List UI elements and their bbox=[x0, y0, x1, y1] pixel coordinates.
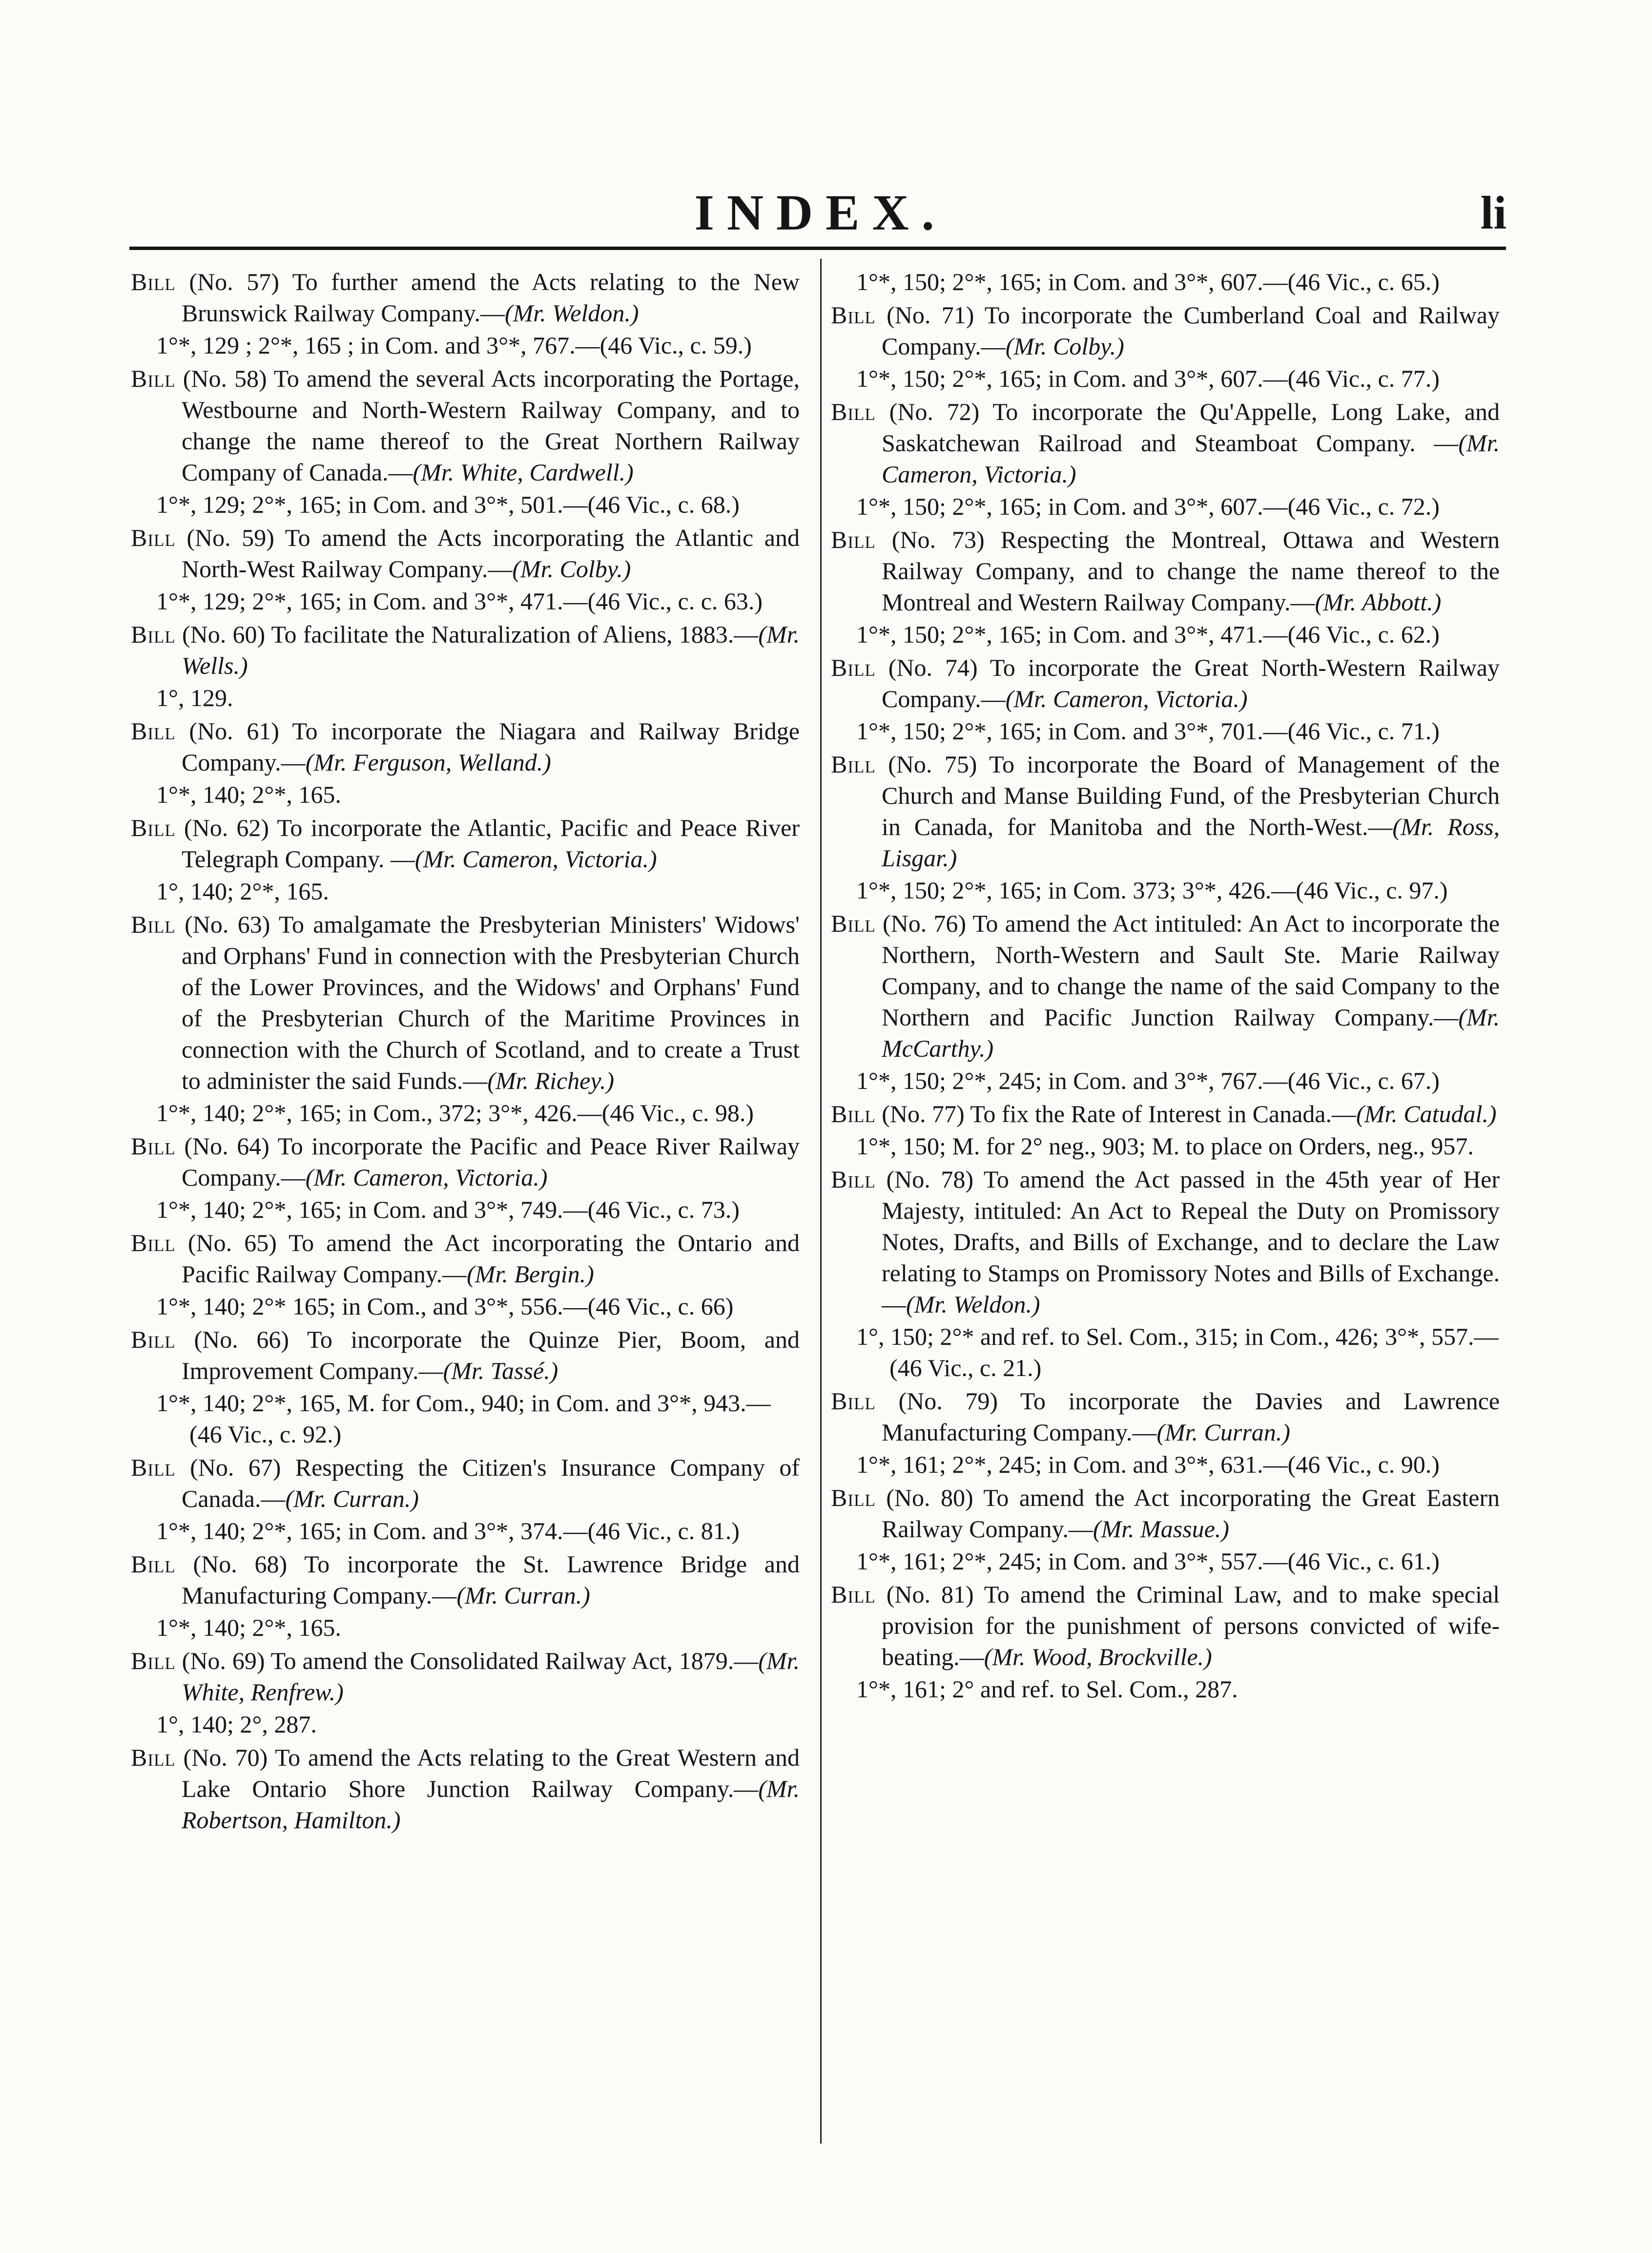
bill-sponsor: (Mr. White, Renfrew.) bbox=[182, 1647, 800, 1706]
bill-number: (No. 65) bbox=[187, 1229, 277, 1256]
bill-proceedings: 1°*, 140; 2°*, 165. bbox=[156, 781, 341, 808]
right-column bbox=[831, 266, 1500, 1707]
bill-number: (No. 61) bbox=[189, 717, 279, 745]
bill-title: To amend the Act passed in the 45th year of Her Majesty, intituled: An Act to Repeal the Duty on Promissory Notes, Drafts, and Bills of Exchange, and to declare the Law relating to Stamps on Promissory Notes and Bills of Exchange.— bbox=[882, 1166, 1500, 1318]
entry-label: Bill bbox=[131, 911, 176, 938]
bill-title: To amend the Act incorporating the Ontario and Pacific Railway Company.— bbox=[182, 1229, 800, 1288]
bill-proceedings: 1°*, 150; 2°*, 165; in Com. and 3°*, 607.—(46 Vic., c. 77.) bbox=[856, 365, 1440, 392]
entry-heading bbox=[131, 266, 800, 329]
bill-title: To incorporate the Qu'Appelle, Long Lake, and Saskatchewan Railroad and Steamboat Company. — bbox=[882, 398, 1500, 457]
bill-sponsor: (Mr. Ross, Lisgar.) bbox=[882, 813, 1500, 872]
bill-title: To incorporate the Atlantic, Pacific and Peace River Telegraph Company. — bbox=[182, 814, 800, 873]
entry-label: Bill bbox=[831, 398, 876, 425]
bill-sponsor: (Mr. Wood, Brockville.) bbox=[984, 1643, 1212, 1670]
bill-sponsor: (Mr. Richey.) bbox=[487, 1067, 614, 1094]
index-entry bbox=[831, 1385, 1500, 1480]
entry-heading bbox=[831, 1579, 1500, 1672]
index-entry bbox=[131, 1548, 800, 1643]
bill-proceedings: 1°*, 140; 2°* 165; in Com., and 3°*, 556.—(46 Vic., c. 66) bbox=[156, 1293, 734, 1320]
bill-number: (No. 78) bbox=[886, 1166, 974, 1193]
entry-heading bbox=[831, 1385, 1500, 1448]
entry-label: Bill bbox=[831, 1387, 876, 1415]
entry-label: Bill bbox=[131, 814, 176, 841]
bill-title: To incorporate the Quinze Pier, Boom, and Improvement Company.— bbox=[182, 1326, 800, 1384]
entry-label: Bill bbox=[131, 621, 176, 648]
header-rule bbox=[129, 247, 1506, 250]
index-entry bbox=[131, 1742, 800, 1836]
entry-heading bbox=[831, 299, 1500, 362]
index-entry bbox=[831, 652, 1500, 747]
entry-continuation: 1°*, 150; 2°*, 165; in Com. and 3°*, 607.—(46 Vic., c. 65.) bbox=[856, 268, 1440, 295]
entry-label: Bill bbox=[831, 526, 876, 553]
bill-number: (No. 74) bbox=[888, 654, 978, 681]
index-entry bbox=[831, 908, 1500, 1096]
entry-label: Bill bbox=[131, 1132, 176, 1160]
index-entry bbox=[131, 1227, 800, 1322]
bill-sponsor: (Mr. Curran.) bbox=[456, 1582, 590, 1609]
page-number: li bbox=[1480, 187, 1507, 239]
entry-label: Bill bbox=[831, 751, 876, 778]
bill-title: To incorporate the Great North-Western Railway Company.— bbox=[882, 654, 1500, 712]
bill-title: To amend the Acts relating to the Great Western and Lake Ontario Shore Junction Railway Company.— bbox=[182, 1744, 800, 1802]
entry-heading bbox=[831, 1482, 1500, 1544]
bill-proceedings: 1°*, 150; 2°*, 165; in Com. and 3°*, 471.—(46 Vic., c. 62.) bbox=[856, 621, 1440, 648]
entry-label: Bill bbox=[131, 1647, 176, 1674]
bill-number: (No. 69) bbox=[182, 1647, 265, 1674]
bill-number: (No. 57) bbox=[189, 268, 279, 295]
bill-number: (No. 68) bbox=[193, 1550, 288, 1578]
bill-sponsor: (Mr. Wells.) bbox=[182, 621, 800, 679]
index-entry bbox=[831, 1579, 1500, 1705]
bill-title: To further amend the Acts relating to the New Brunswick Railway Company.— bbox=[182, 268, 800, 327]
entry-heading bbox=[131, 522, 800, 584]
entry-heading bbox=[131, 1645, 800, 1708]
bill-sponsor: (Mr. McCarthy.) bbox=[882, 1003, 1500, 1062]
entry-label: Bill bbox=[831, 1100, 876, 1127]
index-entry bbox=[131, 1130, 800, 1225]
bill-proceedings: 1°*, 150; M. for 2° neg., 903; M. to place on Orders, neg., 957. bbox=[856, 1132, 1474, 1160]
entry-heading bbox=[131, 1548, 800, 1611]
bill-sponsor: (Mr. Weldon.) bbox=[906, 1291, 1040, 1318]
bill-title: To incorporate the Pacific and Peace River Railway Company.— bbox=[182, 1132, 800, 1191]
entry-heading bbox=[131, 1452, 800, 1514]
index-entry bbox=[131, 1645, 800, 1740]
index-entry bbox=[131, 715, 800, 810]
bill-proceedings: 1°*, 161; 2° and ref. to Sel. Com., 287. bbox=[856, 1675, 1238, 1703]
left-column bbox=[131, 266, 800, 1837]
bill-sponsor: (Mr. Curran.) bbox=[285, 1485, 419, 1512]
bill-number: (No. 62) bbox=[184, 814, 269, 841]
bill-sponsor: (Mr. Massue.) bbox=[1093, 1515, 1229, 1543]
bill-sponsor: (Mr. Colby.) bbox=[1005, 333, 1124, 360]
entry-heading bbox=[831, 524, 1500, 618]
bill-sponsor: (Mr. Catudal.) bbox=[1356, 1100, 1497, 1127]
index-entry bbox=[131, 1324, 800, 1450]
bill-number: (No. 75) bbox=[888, 751, 977, 778]
bill-title: Respecting the Citizen's Insurance Company of Canada.— bbox=[182, 1454, 800, 1512]
entry-heading bbox=[131, 715, 800, 778]
bill-proceedings: 1°, 150; 2°* and ref. to Sel. Com., 315; in Com., 426; 3°*, 557.—(46 Vic., c. 21.) bbox=[856, 1323, 1499, 1381]
entry-heading bbox=[131, 1227, 800, 1290]
bill-proceedings: 1°*, 140; 2°*, 165, M. for Com., 940; in Com. and 3°*, 943.—(46 Vic., c. 92.) bbox=[156, 1389, 771, 1448]
entry-label: Bill bbox=[831, 1166, 876, 1193]
bill-proceedings: 1°*, 150; 2°*, 165; in Com. and 3°*, 607.—(46 Vic., c. 72.) bbox=[856, 493, 1440, 520]
bill-number: (No. 59) bbox=[186, 524, 274, 551]
bill-title: To incorporate the Cumberland Coal and Railway Company.— bbox=[882, 301, 1500, 360]
bill-proceedings: 1°*, 150; 2°*, 165; in Com. and 3°*, 701.—(46 Vic., c. 71.) bbox=[856, 717, 1440, 745]
bill-sponsor: (Mr. Colby.) bbox=[512, 555, 631, 583]
bill-number: (No. 60) bbox=[182, 621, 266, 648]
bill-sponsor: (Mr. Ferguson, Welland.) bbox=[305, 749, 551, 776]
bill-sponsor: (Mr. Bergin.) bbox=[467, 1260, 594, 1288]
index-entry bbox=[831, 749, 1500, 906]
bill-title: To amalgamate the Presbyterian Ministers' Widows' and Orphans' Fund in connection with the Presbyterian Church of the Lower Provinces, and the Widows' and Orphans' Fund of the Presbyterian Church of the Maritime Provinces in connection with the Church of Scotland, and to create a Trust to administer the said Funds.— bbox=[182, 911, 800, 1094]
bill-number: (No. 66) bbox=[194, 1326, 289, 1353]
bill-title: To facilitate the Naturalization of Aliens, 1883.— bbox=[271, 621, 759, 648]
bill-sponsor: (Mr. Weldon.) bbox=[504, 299, 639, 327]
bill-proceedings: 1°*, 140; 2°*, 165. bbox=[156, 1614, 341, 1641]
bill-proceedings: 1°*, 129; 2°*, 165; in Com. and 3°*, 501.—(46 Vic., c. 68.) bbox=[156, 491, 740, 518]
bill-number: (No. 64) bbox=[184, 1132, 269, 1160]
bill-number: (No. 63) bbox=[185, 911, 270, 938]
bill-title: To amend the Criminal Law, and to make special provision for the punishment of persons convicted of wife-beating.— bbox=[882, 1581, 1500, 1670]
index-entry bbox=[131, 363, 800, 520]
bill-sponsor: (Mr. Cameron, Victoria.) bbox=[882, 429, 1500, 488]
entry-label: Bill bbox=[131, 1454, 176, 1481]
column-divider bbox=[820, 259, 822, 2144]
bill-number: (No. 76) bbox=[882, 910, 967, 937]
bill-proceedings: 1°, 129. bbox=[156, 684, 233, 711]
entry-label: Bill bbox=[131, 717, 176, 745]
bill-number: (No. 71) bbox=[887, 301, 974, 329]
entry-label: Bill bbox=[131, 268, 176, 295]
page-title: INDEX. bbox=[694, 185, 947, 241]
bill-number: (No. 67) bbox=[190, 1454, 281, 1481]
index-entry bbox=[131, 812, 800, 907]
bill-proceedings: 1°*, 161; 2°*, 245; in Com. and 3°*, 631.—(46 Vic., c. 90.) bbox=[856, 1451, 1440, 1478]
bill-sponsor: (Mr. Cameron, Victoria.) bbox=[305, 1164, 548, 1191]
bill-number: (No. 58) bbox=[183, 365, 267, 392]
entry-heading bbox=[131, 619, 800, 681]
entry-heading bbox=[831, 652, 1500, 714]
bill-title: To incorporate the Niagara and Railway Bridge Company.— bbox=[182, 717, 800, 776]
bill-number: (No. 77) bbox=[882, 1100, 965, 1127]
bill-number: (No. 79) bbox=[898, 1387, 998, 1415]
bill-number: (No. 80) bbox=[886, 1484, 973, 1511]
index-entry bbox=[131, 522, 800, 617]
bill-title: To amend the several Acts incorporating the Portage, Westbourne and North-Western Railway Company, and to change the name thereof to the Great Northern Railway Company of Canada.— bbox=[182, 365, 800, 486]
page-header bbox=[135, 171, 1507, 254]
index-entry bbox=[831, 396, 1500, 522]
index-entry bbox=[131, 619, 800, 713]
bill-sponsor: (Mr. Curran.) bbox=[1156, 1419, 1290, 1446]
bill-title: To incorporate the Board of Management of the Church and Manse Building Fund, of the Presbyterian Church in Canada, for Manitoba and the North-West.— bbox=[882, 751, 1500, 840]
bill-sponsor: (Mr. Tassé.) bbox=[443, 1357, 558, 1384]
index-entry bbox=[131, 909, 800, 1128]
entry-heading bbox=[131, 909, 800, 1096]
index-entry bbox=[831, 299, 1500, 394]
index-entry bbox=[131, 266, 800, 361]
bill-number: (No. 73) bbox=[891, 526, 985, 553]
entry-label: Bill bbox=[131, 365, 176, 392]
bill-sponsor: (Mr. Abbott.) bbox=[1315, 588, 1442, 616]
bill-proceedings: 1°*, 140; 2°*, 165; in Com. and 3°*, 374.—(46 Vic., c. 81.) bbox=[156, 1517, 740, 1544]
bill-proceedings: 1°*, 150; 2°*, 165; in Com. 373; 3°*, 426.—(46 Vic., c. 97.) bbox=[856, 876, 1448, 904]
index-entry bbox=[831, 524, 1500, 650]
bill-title: To fix the Rate of Interest in Canada.— bbox=[970, 1100, 1356, 1127]
entry-label: Bill bbox=[831, 1581, 876, 1608]
bill-proceedings: 1°*, 140; 2°*, 165; in Com., 372; 3°*, 426.—(46 Vic., c. 98.) bbox=[156, 1099, 754, 1126]
bill-title: To amend the Consolidated Railway Act, 1879.— bbox=[270, 1647, 759, 1674]
bill-sponsor: (Mr. Cameron, Victoria.) bbox=[414, 845, 657, 873]
entry-label: Bill bbox=[131, 1326, 176, 1353]
entry-label: Bill bbox=[131, 1744, 176, 1771]
bill-sponsor: (Mr. Cameron, Victoria.) bbox=[1005, 685, 1248, 712]
index-entry bbox=[831, 1164, 1500, 1383]
bill-proceedings: 1°*, 150; 2°*, 245; in Com. and 3°*, 767.—(46 Vic., c. 67.) bbox=[856, 1067, 1440, 1094]
entry-label: Bill bbox=[131, 1550, 176, 1578]
bill-proceedings: 1°*, 161; 2°*, 245; in Com. and 3°*, 557.—(46 Vic., c. 61.) bbox=[856, 1547, 1440, 1575]
entry-heading bbox=[831, 1164, 1500, 1320]
index-entry bbox=[831, 1482, 1500, 1577]
bill-number: (No. 70) bbox=[183, 1744, 268, 1771]
entry-heading bbox=[831, 749, 1500, 874]
index-entry bbox=[831, 1098, 1500, 1162]
entry-heading bbox=[131, 1324, 800, 1386]
entry-label: Bill bbox=[131, 1229, 176, 1256]
entry-label: Bill bbox=[831, 301, 876, 329]
bill-sponsor: (Mr. White, Cardwell.) bbox=[413, 459, 634, 486]
bill-number: (No. 72) bbox=[889, 398, 980, 425]
entry-heading bbox=[831, 396, 1500, 490]
entry-heading bbox=[831, 908, 1500, 1064]
bill-title: To incorporate the St. Lawrence Bridge and Manufacturing Company.— bbox=[182, 1550, 800, 1609]
bill-proceedings: 1°*, 140; 2°*, 165; in Com. and 3°*, 749.—(46 Vic., c. 73.) bbox=[156, 1196, 740, 1223]
bill-proceedings: 1°, 140; 2°, 287. bbox=[156, 1711, 317, 1738]
entry-label: Bill bbox=[831, 910, 876, 937]
entry-heading bbox=[131, 363, 800, 488]
bill-title: To incorporate the Davies and Lawrence Manufacturing Company.— bbox=[882, 1387, 1500, 1446]
entry-heading bbox=[131, 812, 800, 875]
entry-label: Bill bbox=[831, 654, 876, 681]
bill-title: Respecting the Montreal, Ottawa and Western Railway Company, and to change the name thereof to the Montreal and Western Railway Company.— bbox=[882, 526, 1500, 616]
bill-proceedings: 1°*, 129 ; 2°*, 165 ; in Com. and 3°*, 767.—(46 Vic., c. 59.) bbox=[156, 332, 752, 359]
entry-heading bbox=[831, 1098, 1500, 1129]
bill-sponsor: (Mr. Robertson, Hamilton.) bbox=[182, 1775, 800, 1834]
entry-heading bbox=[131, 1742, 800, 1836]
entry-label: Bill bbox=[831, 1484, 876, 1511]
index-entry bbox=[831, 266, 1500, 297]
entry-label: Bill bbox=[131, 524, 176, 551]
index-entry bbox=[131, 1452, 800, 1546]
entry-heading bbox=[131, 1130, 800, 1193]
bill-title: To amend the Act intituled: An Act to incorporate the Northern, North-Western and Sault Ste. Marie Railway Company, and to change the name of the said Company to the Northern and Pacific Junction Railway Company.— bbox=[882, 910, 1500, 1031]
bill-proceedings: 1°*, 129; 2°*, 165; in Com. and 3°*, 471.—(46 Vic., c. c. 63.) bbox=[156, 587, 763, 615]
bill-number: (No. 81) bbox=[886, 1581, 974, 1608]
bill-title: To amend the Acts incorporating the Atlantic and North-West Railway Company.— bbox=[182, 524, 800, 583]
bill-title: To amend the Act incorporating the Great Eastern Railway Company.— bbox=[882, 1484, 1500, 1543]
bill-proceedings: 1°, 140; 2°*, 165. bbox=[156, 877, 329, 905]
